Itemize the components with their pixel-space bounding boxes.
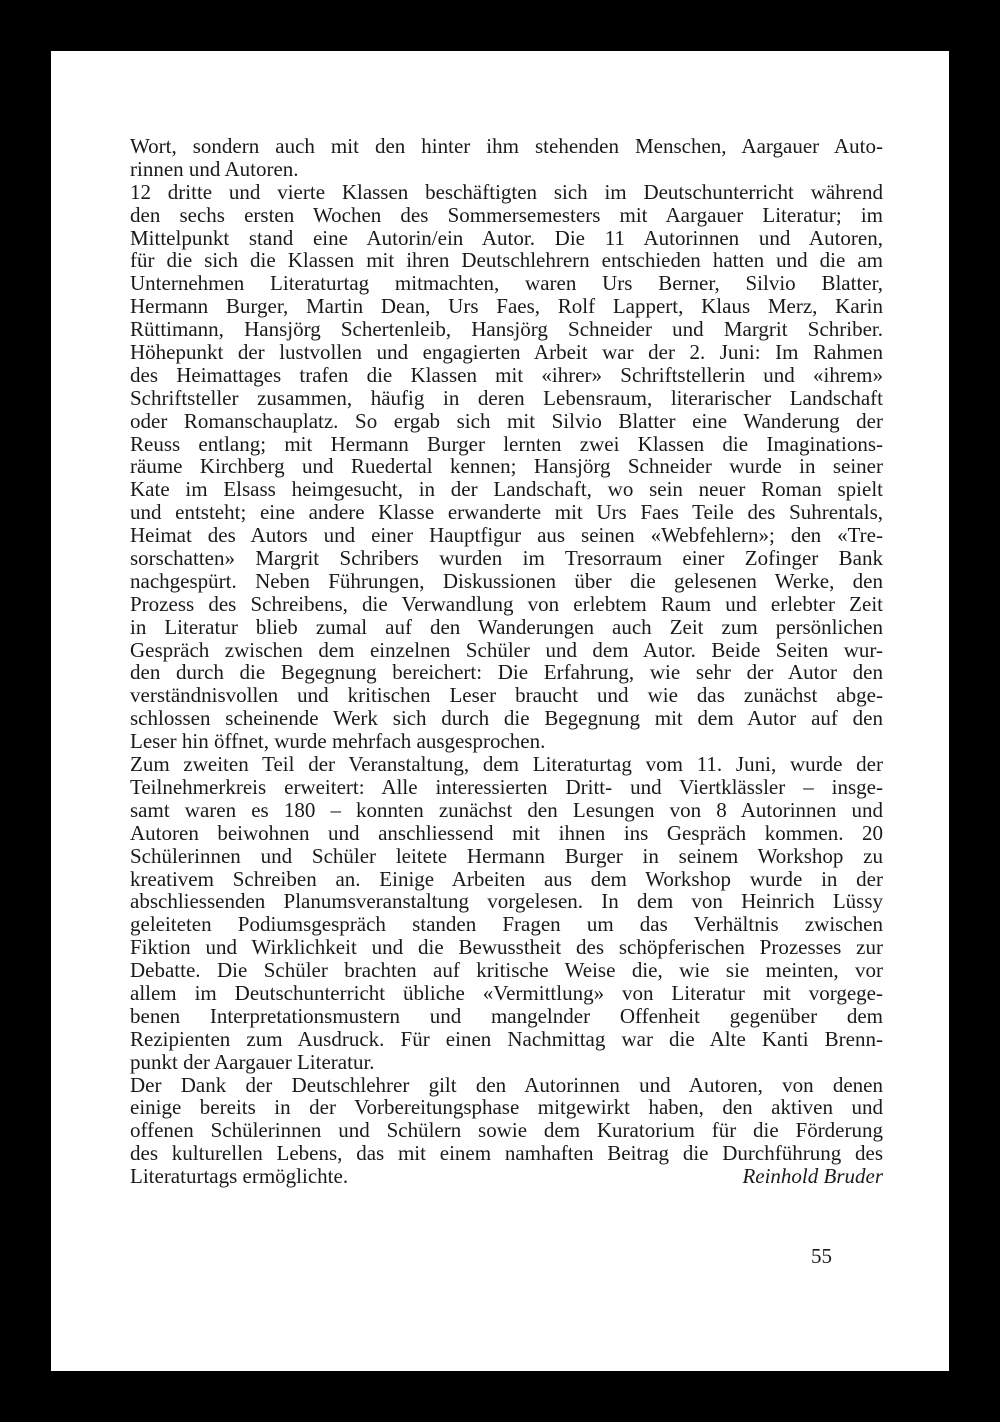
text-line: geleiteten Podiumsgespräch standen Fragen um das Verhältnis zwischen <box>130 912 883 937</box>
article-body <box>130 135 883 1188</box>
text-line: Mittelpunkt stand eine Autorin/ein Autor. Die 11 Autorinnen und Autoren, <box>130 225 883 250</box>
text-line: den durch die Begegnung bereichert: Die Erfahrung, wie sehr der Autor den <box>130 660 883 685</box>
text-line: Heimat des Autors und einer Hauptfigur aus seinen «Webfehlern»; den «Tre- <box>130 523 883 548</box>
text-line: in Literatur blieb zumal auf den Wanderungen auch Zeit zum persönlichen <box>130 614 883 639</box>
text-line: für die sich die Klassen mit ihren Deutschlehrern entschieden hatten und die am <box>130 248 883 273</box>
text-line: Reuss entlang; mit Hermann Burger lernten zwei Klassen die Imaginations- <box>130 431 883 456</box>
text-line: Wort, sondern auch mit den hinter ihm stehenden Menschen, Aargauer Auto- <box>130 134 883 158</box>
text-line: Debatte. Die Schüler brachten auf kritische Weise die, wie sie meinten, vor <box>130 958 883 983</box>
text-line: Autoren beiwohnen und anschliessend mit ihnen ins Gespräch kommen. 20 <box>130 820 883 845</box>
text-line: offenen Schülerinnen und Schülern sowie dem Kuratorium für die Förderung <box>130 1118 883 1143</box>
page-number: 55 <box>811 1244 832 1268</box>
text-line: Rüttimann, Hansjörg Schertenleib, Hansjörg Schneider und Margrit Schriber. <box>130 317 883 342</box>
text-line: kreativem Schreiben an. Einige Arbeiten aus dem Workshop wurde in der <box>130 866 883 891</box>
text-line: nachgespürt. Neben Führungen, Diskussionen über die gelesenen Werke, den <box>130 568 883 593</box>
text-line: Hermann Burger, Martin Dean, Urs Faes, Rolf Lappert, Klaus Merz, Karin <box>130 294 883 319</box>
text-line: räume Kirchberg und Ruedertal kennen; Hansjörg Schneider wurde in seiner <box>130 454 883 479</box>
text-line: einige bereits in der Vorbereitungsphase mitgewirkt haben, den aktiven und <box>130 1095 883 1120</box>
text-line: punkt der Aargauer Literatur. <box>130 1049 375 1074</box>
paragraph <box>130 181 883 753</box>
text-line: Rezipienten zum Ausdruck. Für einen Nachmittag war die Alte Kanti Brenn- <box>130 1026 883 1051</box>
text-line: und entsteht; eine andere Klasse erwanderte mit Urs Faes Teile des Suhrentals, <box>130 500 883 525</box>
text-line: Höhepunkt der lustvollen und engagierten Arbeit war der 2. Juni: Im Rahmen <box>130 340 883 365</box>
paragraph <box>130 753 883 1073</box>
text-line: des Heimattages trafen die Klassen mit «ihrer» Schriftstellerin und «ihrem» <box>130 362 883 387</box>
closing-line-with-signature <box>130 1165 883 1188</box>
text-line: rinnen und Autoren. <box>130 156 299 181</box>
paragraph <box>130 135 883 181</box>
text-line: benen Interpretationsmustern und mangelnder Offenheit gegenüber dem <box>130 1003 883 1028</box>
author-signature: Reinhold Bruder <box>742 1164 883 1189</box>
text-line: abschliessenden Planumsveranstaltung vorgelesen. In dem von Heinrich Lüssy <box>130 889 883 914</box>
text-line: Teilnehmerkreis erweitert: Alle interessierten Dritt- und Viertklässler – insge- <box>130 774 883 799</box>
text-line: Prozess des Schreibens, die Verwandlung von erlebtem Raum und erlebter Zeit <box>130 591 883 616</box>
text-line: Unternehmen Literaturtag mitmachten, waren Urs Berner, Silvio Blatter, <box>130 271 883 296</box>
text-line: verständnisvollen und kritischen Leser braucht und wie das zunächst abge- <box>130 683 883 708</box>
document-page <box>51 51 949 1371</box>
text-line: des kulturellen Lebens, das mit einem namhaften Beitrag die Durchführung des <box>130 1141 883 1166</box>
text-line: schlossen scheinende Werk sich durch die Begegnung mit dem Autor auf den <box>130 706 883 731</box>
text-line: Leser hin öffnet, wurde mehrfach ausgesprochen. <box>130 729 546 754</box>
text-line: allem im Deutschunterricht übliche «Vermittlung» von Literatur mit vorgege- <box>130 980 883 1005</box>
paragraph <box>130 1074 883 1188</box>
text-line: sorschatten» Margrit Schribers wurden im Tresorraum einer Zofinger Bank <box>130 546 883 571</box>
text-line: Schülerinnen und Schüler leitete Hermann Burger in seinem Workshop zu <box>130 843 883 868</box>
text-line: samt waren es 180 – konnten zunächst den Lesungen von 8 Autorinnen und <box>130 797 883 822</box>
closing-text: Literaturtags ermöglichte. <box>130 1164 349 1189</box>
text-line: 12 dritte und vierte Klassen beschäftigten sich im Deutschunterricht während <box>130 179 883 204</box>
text-line: Kate im Elsass heimgesucht, in der Landschaft, wo sein neuer Roman spielt <box>130 477 883 502</box>
text-line: Schriftsteller zusammen, häufig in deren Lebensraum, literarischer Landschaft <box>130 385 883 410</box>
text-line: den sechs ersten Wochen des Sommersemesters mit Aargauer Literatur; im <box>130 202 883 227</box>
text-line: Zum zweiten Teil der Veranstaltung, dem Literaturtag vom 11. Juni, wurde der <box>130 752 883 777</box>
text-line: Der Dank der Deutschlehrer gilt den Autorinnen und Autoren, von denen <box>130 1072 883 1097</box>
text-line: Fiktion und Wirklichkeit und die Bewusstheit des schöpferischen Prozesses zur <box>130 935 883 960</box>
text-line: Gespräch zwischen dem einzelnen Schüler und dem Autor. Beide Seiten wur- <box>130 637 883 662</box>
text-line: oder Romanschauplatz. So ergab sich mit Silvio Blatter eine Wanderung der <box>130 408 883 433</box>
